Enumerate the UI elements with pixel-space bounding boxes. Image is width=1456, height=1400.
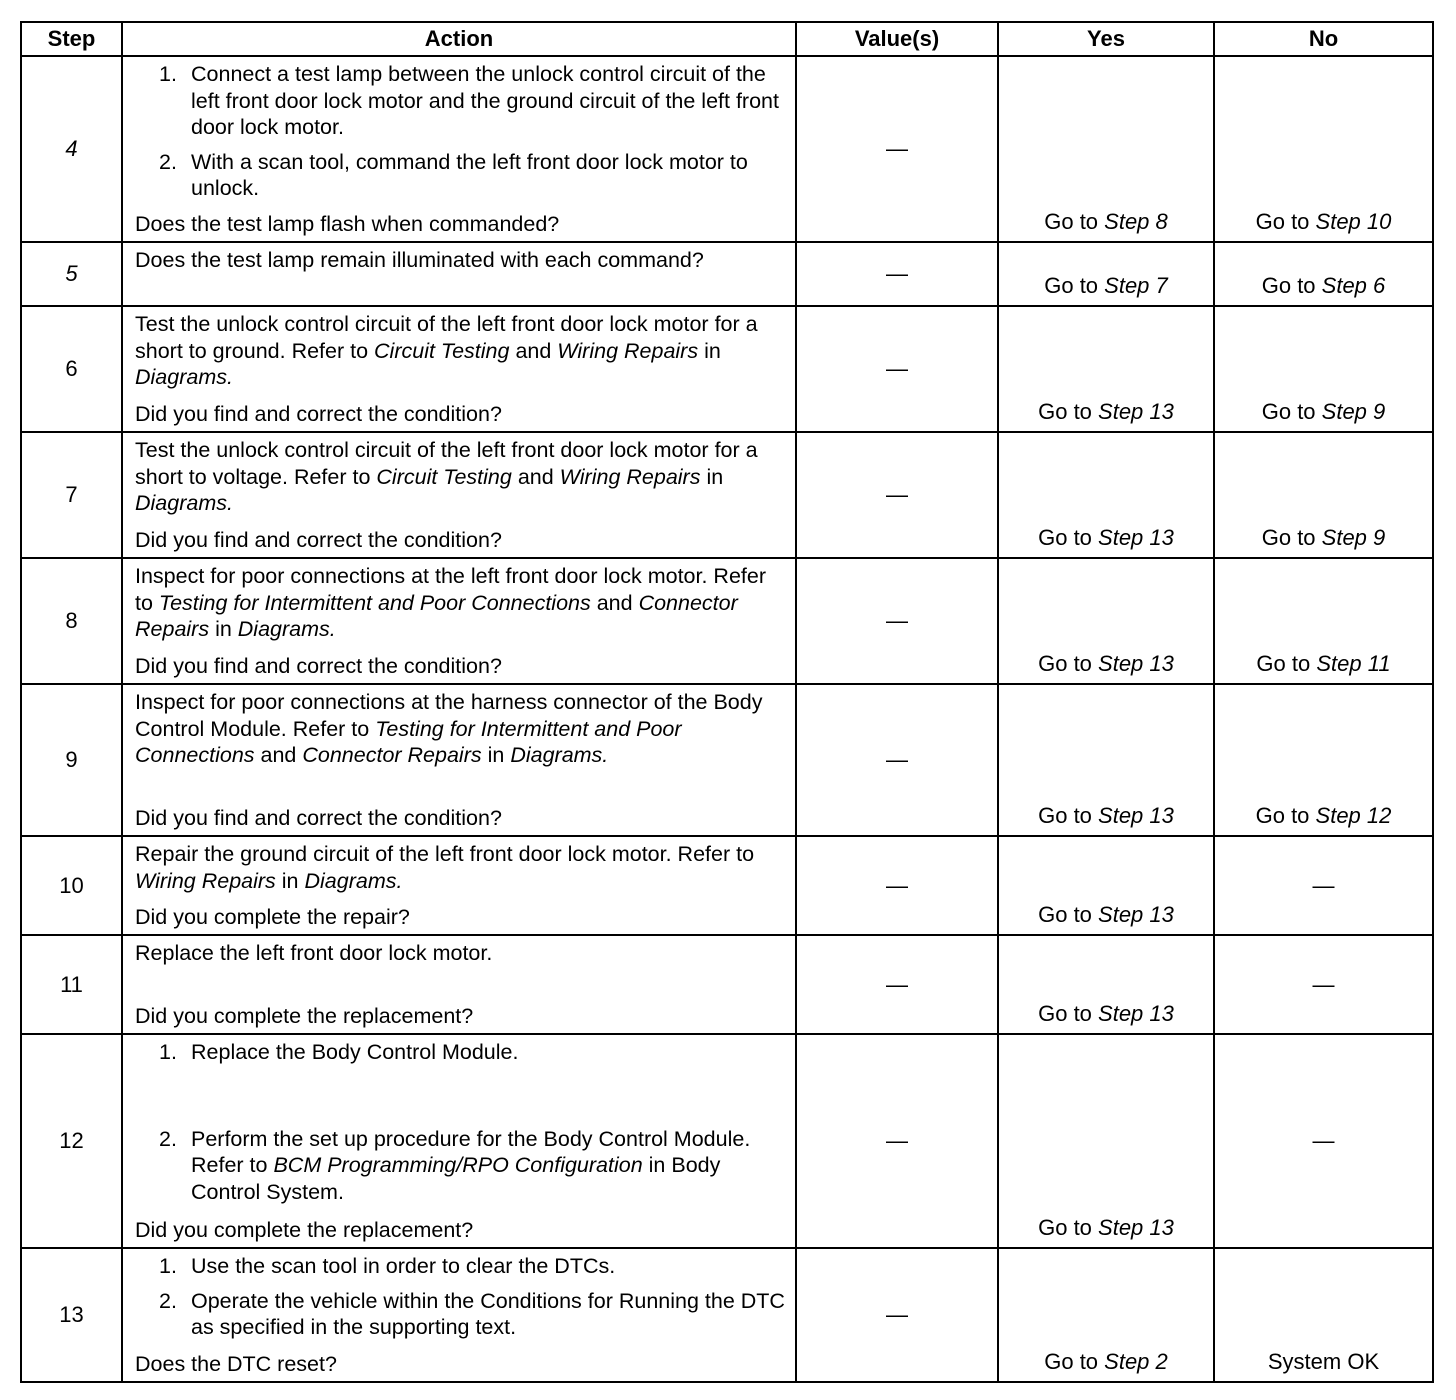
no-cell: — [1214,935,1433,1034]
step-number: 12 [21,1034,122,1248]
value-cell: — [796,558,998,684]
list-item: 1. Use the scan tool in order to clear the DTCs. [159,1254,616,1278]
value-cell: — [796,836,998,935]
value-cell: — [796,935,998,1034]
step-number: 6 [21,306,122,432]
list-item: 2. With a scan tool, command the left front door lock motor to unlock. [159,149,748,200]
yes-cell: Go to Step 13 [998,432,1214,558]
list-item: 1. Replace the Body Control Module. [159,1040,519,1064]
table-row [21,558,1433,684]
value-cell [796,56,998,242]
yes-cell: Go to Step 13 [998,558,1214,684]
no-cell: Go to Step 10 [1214,56,1433,242]
no-cell: Go to Step 9 [1214,432,1433,558]
header-yes: Yes [998,22,1214,56]
table-row [21,836,1433,935]
step-number: 5 [21,242,122,306]
value-cell: — [796,684,998,836]
table-row [21,684,1433,836]
action-cell: Inspect for poor connections at the harness connector of the Body Control Module. Refer to Testing for Intermittent and Poor Connections and Connector Repairs in Diagrams. Did you find and correct the condition? [122,684,796,836]
no-cell: Go to Step 6 [1214,242,1433,306]
step-number: 13 [21,1248,122,1382]
action-question: Did you find and correct the condition? [135,805,502,830]
action-question: Did you complete the repair? [135,904,410,929]
yes-cell: Go to Step 13 [998,935,1214,1034]
value-cell: — [796,432,998,558]
header-no: No [1214,22,1433,56]
table-row [21,1034,1433,1248]
yes-cell: Go to Step 13 [998,836,1214,935]
no-cell: — [1214,836,1433,935]
action-question: Did you complete the replacement? [135,1003,474,1028]
action-cell: Test the unlock control circuit of the left front door lock motor for a short to ground. Refer to Circuit Testing and Wiring Repairs in Diagrams. Did you find and correct the condition? [122,306,796,432]
action-cell: Does the test lamp remain illuminated with each command? [122,242,796,306]
table-row [21,432,1433,558]
yes-cell: Go to Step 7 [998,242,1214,306]
action-cell [122,56,796,242]
yes-cell: Go to Step 8 [998,56,1214,242]
action-steps [135,61,785,202]
no-cell: — [1214,1034,1433,1248]
action-question: Did you find and correct the condition? [135,401,502,426]
list-item: 1. Connect a test lamp between the unlock control circuit of the left front door lock motor and the ground circuit of the left front door lock motor. [159,62,779,139]
value-cell: — [796,306,998,432]
action-cell: Repair the ground circuit of the left front door lock motor. Refer to Wiring Repairs in Diagrams. Did you complete the repair? [122,836,796,935]
no-cell: System OK [1214,1248,1433,1382]
value-cell: — [796,1034,998,1248]
value-dash: — [886,136,908,161]
step-number: 4 [21,56,122,242]
action-cell [122,1248,796,1382]
list-item: 2. Operate the vehicle within the Conditions for Running the DTC as specified in the supporting text. [159,1288,785,1339]
header-values: Value(s) [796,22,998,56]
step-number: 10 [21,836,122,935]
action-question: Did you complete the replacement? [135,1217,474,1242]
step-number: 9 [21,684,122,836]
action-question: Did you find and correct the condition? [135,653,502,678]
action-question: Did you find and correct the condition? [135,527,502,552]
yes-cell: Go to Step 13 [998,684,1214,836]
header-action: Action [122,22,796,56]
table-row [21,56,1433,242]
diagnostic-table [20,21,1434,1383]
header-row [21,22,1433,56]
no-cell: Go to Step 11 [1214,558,1433,684]
value-cell: — [796,1248,998,1382]
table-row [21,242,1433,306]
step-number: 11 [21,935,122,1034]
action-steps [135,1253,785,1341]
step-number: 8 [21,558,122,684]
value-cell: — [796,242,998,306]
table-row [21,1248,1433,1382]
action-steps [135,1039,785,1205]
action-cell: Test the unlock control circuit of the left front door lock motor for a short to voltage. Refer to Circuit Testing and Wiring Repairs in Diagrams. Did you find and correct the condition? [122,432,796,558]
yes-cell: Go to Step 13 [998,1034,1214,1248]
action-question: Does the test lamp flash when commanded? [135,211,560,236]
action-cell [122,1034,796,1248]
action-question: Does the DTC reset? [135,1351,337,1376]
table-row [21,306,1433,432]
header-step: Step [21,22,122,56]
table-row [21,935,1433,1034]
no-cell: Go to Step 12 [1214,684,1433,836]
yes-cell: Go to Step 13 [998,306,1214,432]
yes-cell: Go to Step 2 [998,1248,1214,1382]
step-number: 7 [21,432,122,558]
action-cell: Inspect for poor connections at the left front door lock motor. Refer to Testing for Intermittent and Poor Connections and Connector Repairs in Diagrams. Did you find and correct the condition? [122,558,796,684]
list-item: 2. Perform the set up procedure for the Body Control Module. Refer to BCM Programming/RPO Configuration in Body Control System. [159,1126,751,1204]
action-cell: Replace the left front door lock motor. Did you complete the replacement? [122,935,796,1034]
no-cell: Go to Step 9 [1214,306,1433,432]
